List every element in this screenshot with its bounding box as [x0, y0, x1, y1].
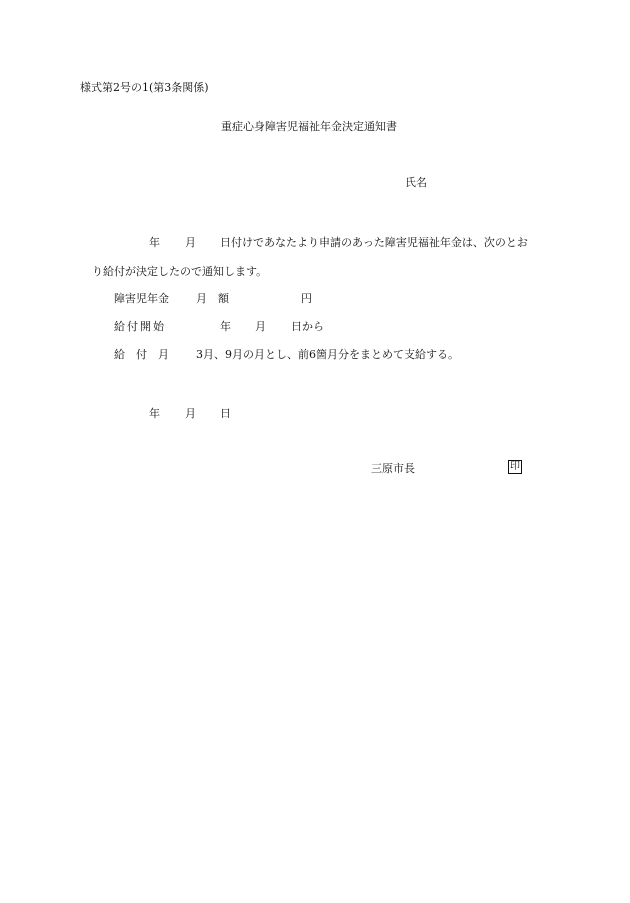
- recipient-name-label: 氏名: [405, 176, 427, 189]
- body-year-label: 年: [149, 236, 160, 249]
- form-id: 様式第2号の1(第3条関係): [80, 81, 209, 94]
- seal-mark: 印: [510, 461, 520, 472]
- start-day: 日から: [291, 320, 324, 333]
- payment-text: 3月、9月の月とし、前6箇月分をまとめて支給する。: [196, 348, 459, 361]
- issue-date-year: 年: [149, 407, 160, 420]
- issuer-title: 三原市長: [371, 462, 415, 475]
- start-month: 月: [255, 320, 266, 333]
- body-line-1: 日付けであなたより申請のあった障害児福祉年金は、次のとお: [220, 236, 528, 249]
- document-title: 重症心身障害児福祉年金決定通知書: [221, 120, 397, 133]
- amount-unit: 円: [301, 292, 312, 305]
- body-line-2: り給付が決定したので通知します。: [92, 265, 268, 278]
- amount-month-label: 月 額: [196, 292, 229, 305]
- payment-label: 給 付 月: [114, 348, 169, 361]
- start-label: 給付開始: [114, 320, 166, 333]
- amount-label: 障害児年金: [114, 292, 169, 305]
- body-month-label: 月: [185, 236, 196, 249]
- start-year: 年: [220, 320, 231, 333]
- issue-date-month: 月: [185, 407, 196, 420]
- issue-date-day: 日: [220, 407, 231, 420]
